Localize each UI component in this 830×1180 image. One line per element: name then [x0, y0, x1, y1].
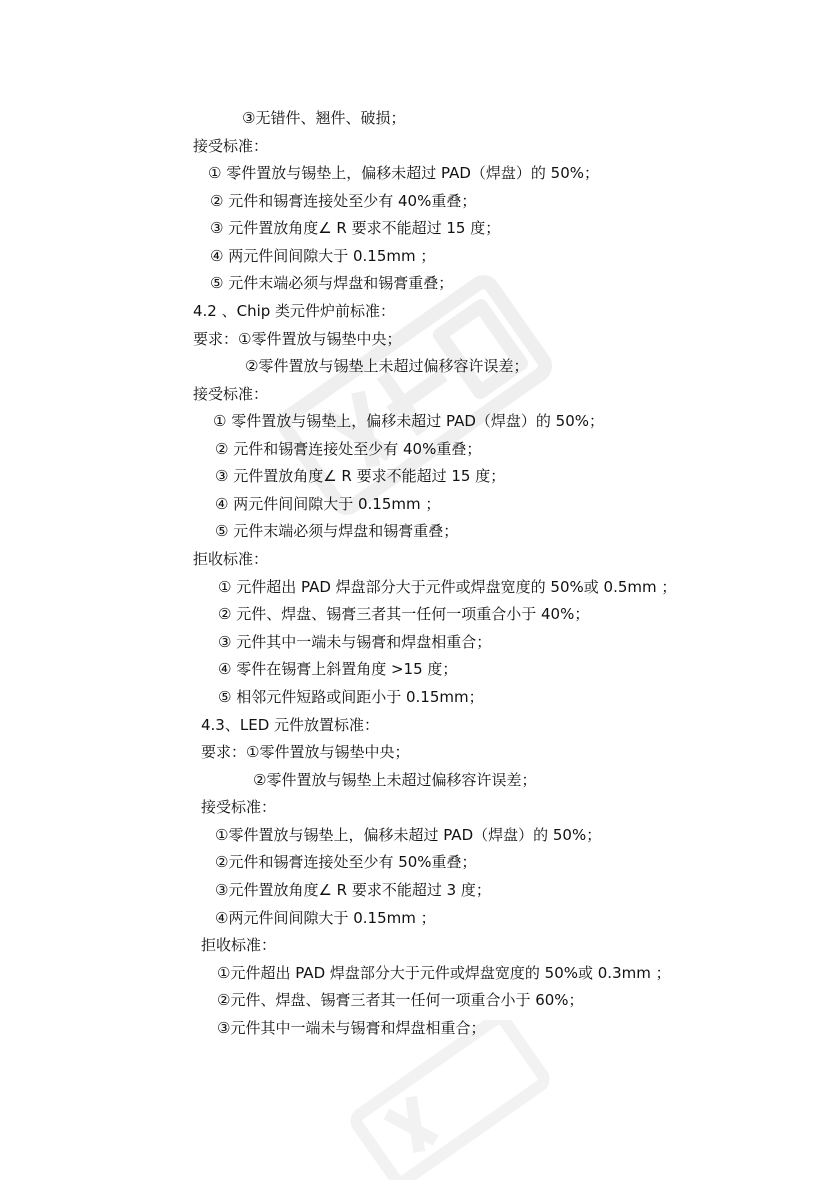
list-item: ④两元件间间隙大于 0.15mm ； — [215, 909, 436, 927]
requirement-line: ②零件置放与锡垫上未超过偏移容许误差； — [245, 357, 529, 375]
section-heading-accept: 接受标准： — [201, 798, 277, 816]
list-item: ⑤ 元件末端必须与焊盘和锡膏重叠； — [215, 522, 459, 540]
list-item: ③ 元件置放角度∠ R 要求不能超过 15 度； — [210, 219, 501, 237]
list-item: ③元件其中一端未与锡膏和焊盘相重合； — [217, 1019, 486, 1037]
list-item: ② 元件、焊盘、锡膏三者其一任何一项重合小于 40%； — [218, 605, 590, 623]
list-item: ①元件超出 PAD 焊盘部分大于元件或焊盘宽度的 50%或 0.3mm ； — [217, 964, 671, 982]
list-item: ③元件置放角度∠ R 要求不能超过 3 度； — [215, 881, 491, 899]
list-item: ① 零件置放与锡垫上，偏移未超过 PAD（焊盘）的 50%； — [208, 164, 599, 182]
watermark-logo-bottom — [330, 1020, 570, 1180]
list-item: ③ 元件置放角度∠ R 要求不能超过 15 度； — [215, 467, 506, 485]
list-item: ④ 两元件间间隙大于 0.15mm ； — [210, 247, 436, 265]
list-item: ④ 两元件间间隙大于 0.15mm ； — [215, 495, 441, 513]
requirement-line: ②零件置放与锡垫上未超过偏移容许误差； — [253, 771, 537, 789]
section-heading-4-2: 4.2 、Chip 类元件炉前标准： — [193, 302, 396, 320]
list-item: ① 零件置放与锡垫上，偏移未超过 PAD（焊盘）的 50%； — [213, 412, 604, 430]
list-item: ② 元件和锡膏连接处至少有 40%重叠； — [215, 440, 482, 458]
list-item: ②元件和锡膏连接处至少有 50%重叠； — [215, 853, 477, 871]
list-item: ②元件、焊盘、锡膏三者其一任何一项重合小于 60%； — [217, 991, 584, 1009]
list-item: ⑤ 元件末端必须与焊盘和锡膏重叠； — [210, 274, 454, 292]
list-item: ⑤ 相邻元件短路或间距小于 0.15mm； — [218, 688, 484, 706]
requirement-line: 要求：①零件置放与锡垫中央； — [193, 330, 402, 348]
section-heading-reject: 拒收标准： — [201, 936, 277, 954]
list-item: ④ 零件在锡膏上斜置角度 >15 度； — [218, 660, 458, 678]
list-item: ① 元件超出 PAD 焊盘部分大于元件或焊盘宽度的 50%或 0.5mm ； — [218, 578, 677, 596]
list-item: ② 元件和锡膏连接处至少有 40%重叠； — [210, 192, 477, 210]
section-heading-accept: 接受标准： — [193, 385, 269, 403]
text-line-1: ③无错件、翘件、破损； — [242, 109, 406, 127]
list-item: ③ 元件其中一端未与锡膏和焊盘相重合； — [218, 633, 492, 651]
section-heading-reject: 拒收标准： — [193, 550, 269, 568]
section-heading-4-3: 4.3、LED 元件放置标准： — [201, 716, 380, 734]
requirement-line: 要求：①零件置放与锡垫中央； — [201, 743, 410, 761]
list-item: ①零件置放与锡垫上，偏移未超过 PAD（焊盘）的 50%； — [215, 826, 602, 844]
section-heading-accept: 接受标准： — [193, 137, 269, 155]
